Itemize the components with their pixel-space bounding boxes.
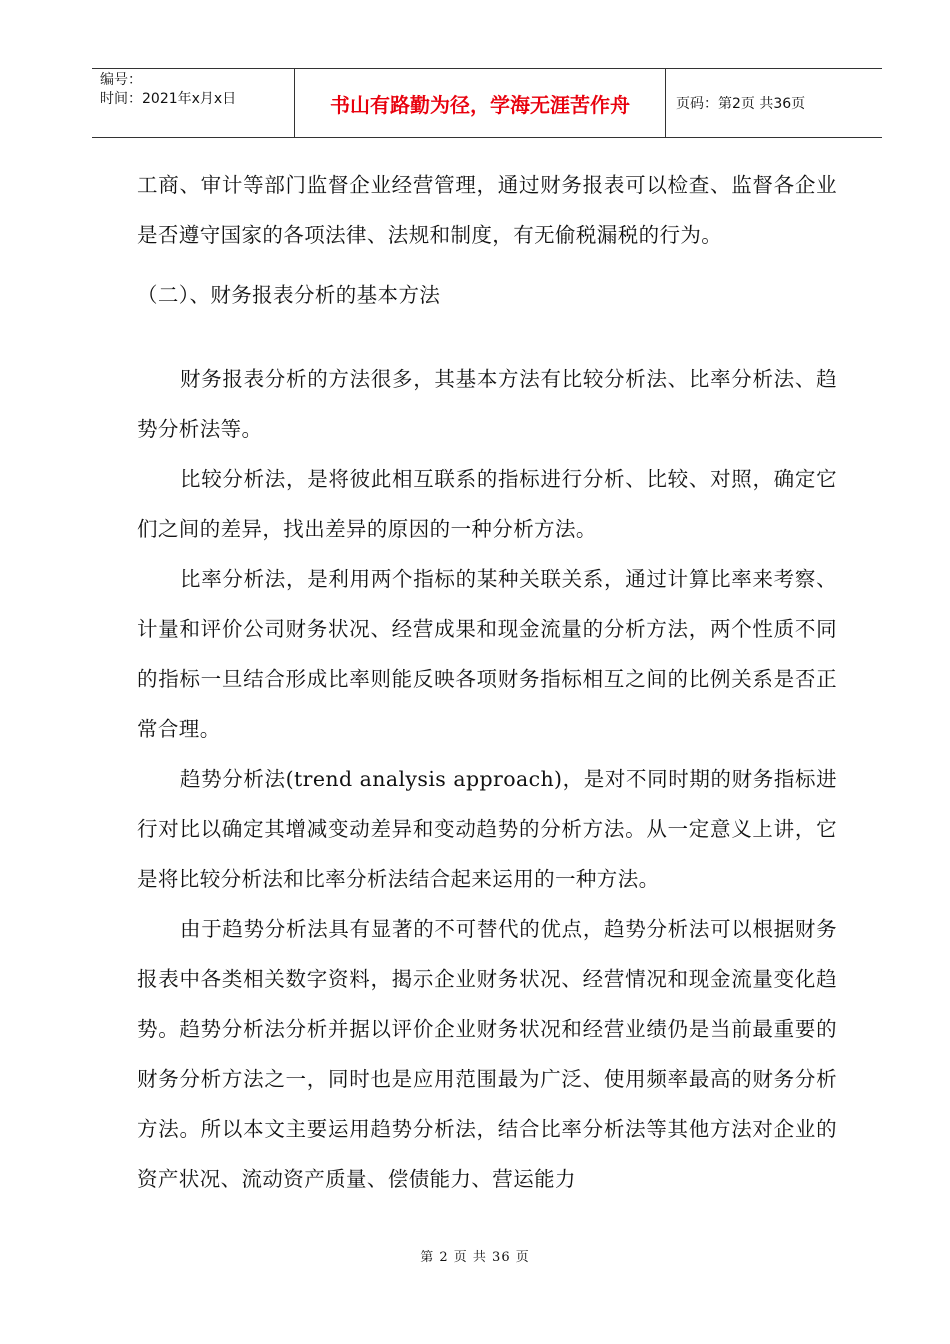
page-header	[92, 68, 882, 138]
document-body	[137, 160, 837, 1204]
paragraph-4: 比率分析法，是利用两个指标的某种关联关系，通过计算比率来考察、计量和评价公司财务状况、经营成果和现金流量的分析方法，两个性质不同的指标一旦结合形成比率则能反映各项财务指标相互之间的比例关系是否正常合理。	[137, 567, 837, 741]
time-label: 时间：2021年x月x日	[100, 91, 237, 107]
header-motto: 书山有路勤为径，学海无涯苦作舟	[294, 69, 666, 137]
header-meta	[92, 69, 294, 137]
paragraph-1: 工商、审计等部门监督企业经营管理，通过财务报表可以检查、监督各企业是否遵守国家的各项法律、法规和制度，有无偷税漏税的行为。	[137, 173, 837, 247]
paragraph-6: 由于趋势分析法具有显著的不可替代的优点，趋势分析法可以根据财务报表中各类相关数字资料，揭示企业财务状况、经营情况和现金流量变化趋势。趋势分析法分析并据以评价企业财务状况和经营业绩仍是当前最重要的财务分析方法之一，同时也是应用范围最为广泛、使用频率最高的财务分析方法。所以本文主要运用趋势分析法，结合比率分析法等其他方法对企业的资产状况、流动资产质量、偿债能力、营运能力	[137, 917, 837, 1191]
number-label: 编号：	[100, 72, 142, 88]
section-heading: （二）、财务报表分析的基本方法	[137, 283, 441, 307]
page-footer: 第 2 页 共 36 页	[420, 1250, 530, 1265]
paragraph-5: 趋势分析法(trend analysis approach)，是对不同时期的财务指标进行对比以确定其增减变动差异和变动趋势的分析方法。从一定意义上讲，它是将比较分析法和比率分析法结合起来运用的一种方法。	[137, 767, 837, 891]
paragraph-3: 比较分析法，是将彼此相互联系的指标进行分析、比较、对照，确定它们之间的差异，找出差异的原因的一种分析方法。	[137, 467, 837, 541]
header-page-code: 页码：第2页 共36页	[676, 96, 806, 112]
paragraph-2: 财务报表分析的方法很多，其基本方法有比较分析法、比率分析法、趋势分析法等。	[137, 367, 837, 441]
